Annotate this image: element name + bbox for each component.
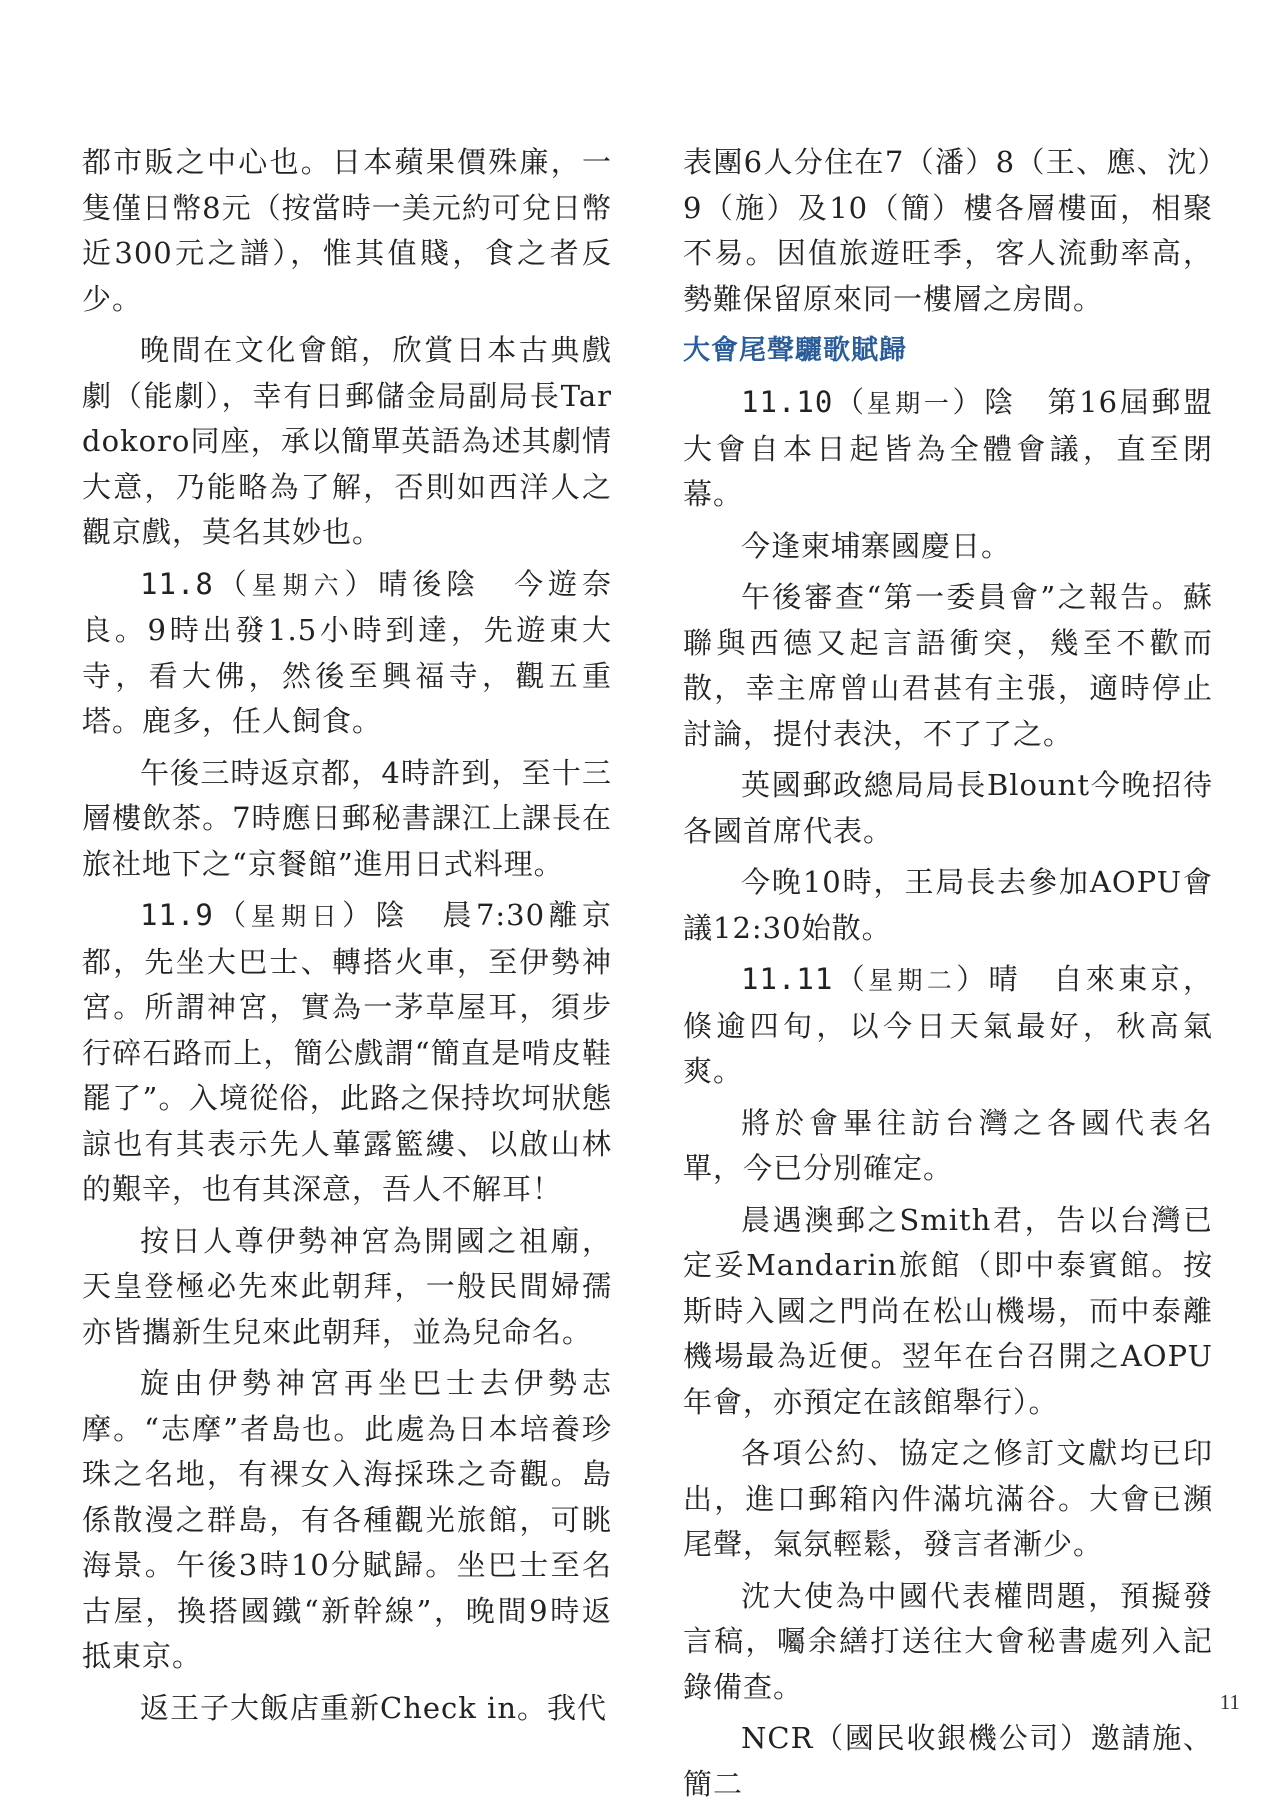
paragraph: 午後三時返京都，4時許到，至十三層樓飲茶。7時應日郵秘書課江上課長在旅社地下之“京餐館”進用日式料理。 — [82, 755, 612, 881]
paragraph: 晚間在文化會館，欣賞日本古典戲劇（能劇），幸有日郵儲金局副局長Tardokoro同座，承以簡單英語為述其劇情大意，乃能略為了解，否則如西洋人之觀京戲，莫名其妙也。 — [82, 333, 612, 549]
diary-entry — [82, 562, 612, 745]
entry-weekday: 星期一 — [866, 389, 953, 418]
entry-text: 自來東京，倏逾四旬，以今日天氣最好，秋高氣爽。 — [683, 962, 1213, 1088]
entry-weather: ）晴 — [956, 962, 1022, 996]
entry-date: 11.8（ — [140, 566, 252, 601]
paragraph: 午後審查“第一委員會”之報告。蘇聯與西德又起言語衝突，幾至不歡而散，幸主席曾山君甚有主張，適時停止討論，提付表決，不了了之。 — [683, 580, 1213, 751]
paragraph: 按日人尊伊勢神宮為開國之祖廟，天皇登極必先來此朝拜，一般民間婦孺亦皆攜新生兒來此朝拜，並為兒命名。 — [82, 1223, 612, 1349]
diary-entry — [82, 893, 612, 1213]
paragraph: 晨遇澳郵之Smith君，告以台灣已定妥Mandarin旅館（即中泰賓館。按斯時入國之門尚在松山機場，而中泰離機場最為近便。翌年在台召開之AOPU年會，亦預定在該館舉行）。 — [683, 1202, 1213, 1419]
paragraph: 返王子大飯店重新Check in。我代 — [140, 1690, 608, 1725]
paragraph: 英國郵政總局局長Blount今晚招待各國首席代表。 — [683, 768, 1213, 848]
entry-text: 晨7:30離京都，先坐大巴士、轉搭火車，至伊勢神宮。所謂神宮，實為一茅草屋耳，須步行碎石路而上，簡公戲謂“簡直是啃皮鞋罷了”。入境從俗，此路之保持坎坷狀態諒也有其表示先人蓽露籃縷、以啟山林的艱辛，也有其深意，吾人不解耳！ — [82, 898, 612, 1206]
paragraph: 都市販之中心也。日本蘋果價殊廉，一隻僅日幣8元（按當時一美元約可兌日幣近300元之譜），惟其值賤，食之者反少。 — [82, 145, 612, 316]
paragraph: 今晚10時，王局長去參加AOPU會議12:30始散。 — [683, 865, 1213, 945]
paragraph: 將於會畢往訪台灣之各國代表名單，今已分別確定。 — [683, 1105, 1213, 1185]
entry-weather: ）晴後陰 — [344, 566, 481, 601]
entry-weekday: 星期六 — [251, 570, 345, 600]
paragraph: 旋由伊勢神宮再坐巴士去伊勢志摩。“志摩”者島也。此處為日本培養珍珠之名地，有裸女入海採珠之奇觀。島係散漫之群島，有各種觀光旅館，可眺海景。午後3時10分賦歸。坐巴士至名古屋，換搭國鐵“新幹線”，晚間9時返抵東京。 — [82, 1366, 612, 1673]
diary-entry — [683, 380, 1213, 518]
paragraph: 沈大使為中國代表權問題，預擬發言稿，囑余繕打送往大會秘書處列入記錄備查。 — [683, 1578, 1213, 1704]
paragraph: 今逢柬埔寨國慶日。 — [741, 528, 1012, 563]
page-number: 11 — [1219, 1690, 1240, 1714]
entry-text: 第16屆郵盟大會自本日起皆為全體會議，直至閉幕。 — [683, 385, 1213, 511]
entry-weekday: 星期日 — [250, 902, 343, 931]
paragraph: NCR（國民收銀機公司）邀請施、簡二 — [683, 1721, 1213, 1801]
diary-entry — [683, 957, 1213, 1095]
entry-date: 11.11（ — [741, 962, 869, 996]
section-heading: 大會尾聲驪歌賦歸 — [683, 335, 907, 366]
paragraph: 各項公約、協定之修訂文獻均已印出，進口郵箱內件滿坑滿谷。大會已瀕尾聲，氣氛輕鬆，發言者漸少。 — [683, 1436, 1213, 1561]
entry-text: 今遊奈良。9時出發1.5小時到達，先遊東大寺，看大佛，然後至興福寺，觀五重塔。鹿多，任人飼食。 — [82, 566, 612, 738]
entry-date: 11.9（ — [140, 898, 251, 932]
right-column — [683, 140, 1213, 1813]
entry-weather: ）陰 — [342, 898, 410, 932]
entry-date: 11.10（ — [741, 385, 867, 419]
entry-weekday: 星期二 — [868, 966, 957, 995]
left-column — [82, 140, 612, 1737]
paragraph: 表團6人分住在7（潘）8（王、應、沈）9（施）及10（簡）樓各層樓面，相聚不易。因值旅遊旺季，客人流動率高，勢難保留原來同一樓層之房間。 — [683, 145, 1213, 316]
entry-weather: ）陰 — [952, 385, 1016, 419]
